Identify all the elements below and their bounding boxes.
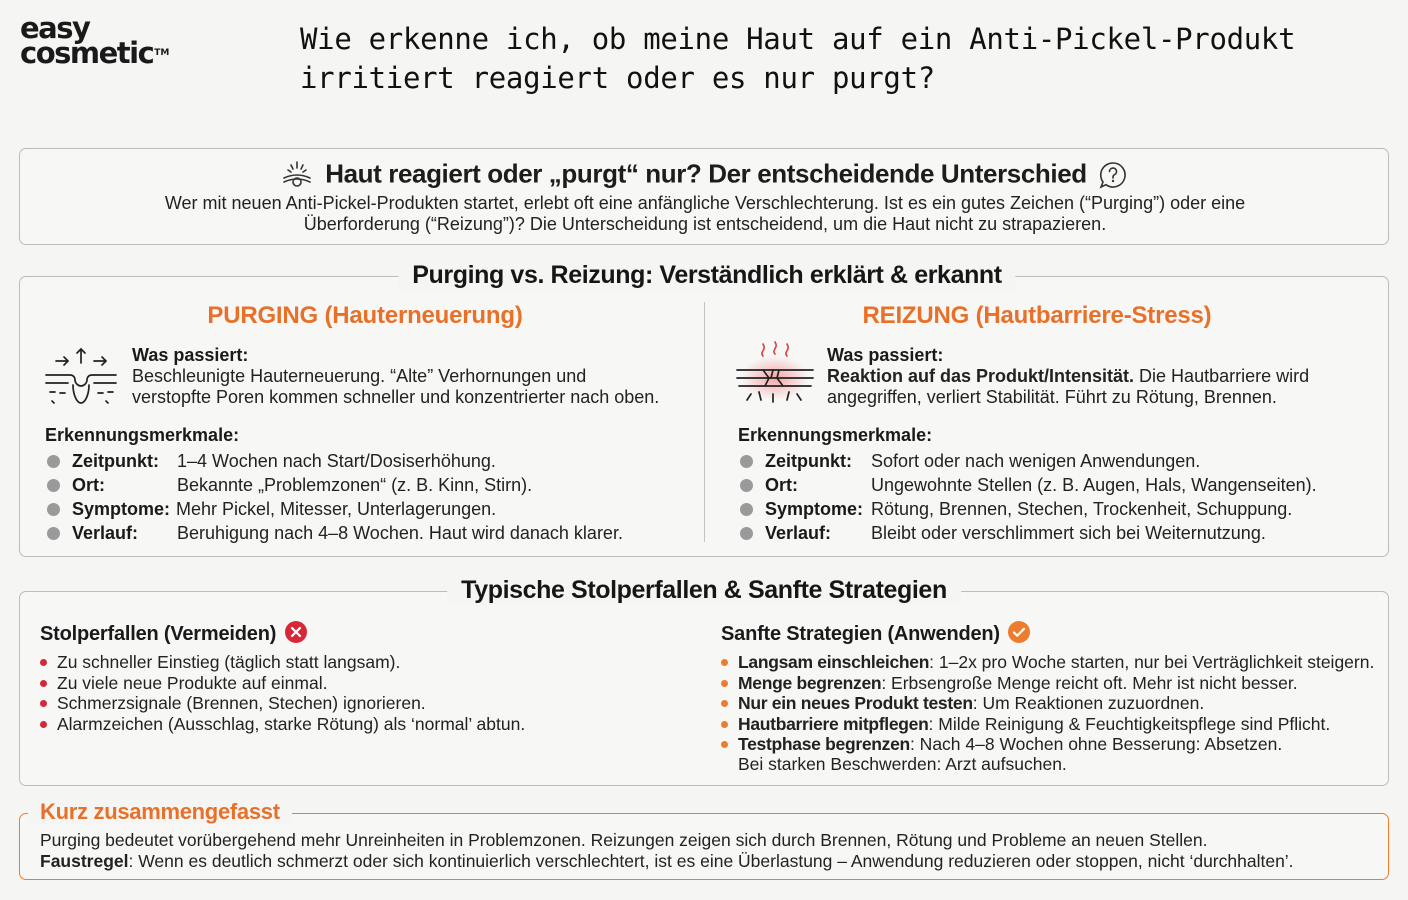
strategy-bold: Hautbarriere mitpflegen [738,713,929,734]
list-item [721,734,1386,755]
comparison-heading: Purging vs. Reizung: Verständlich erklärt & erkannt [398,261,1015,290]
bullet-dot [47,455,60,468]
summary-heading: Kurz zusammengefasst [28,799,292,825]
bullet-dot [740,455,753,468]
list-item [47,497,697,521]
strategy-rest: : Erbsengroße Menge reicht oft. Mehr ist nicht besser. [881,672,1298,693]
reizung-what-label: Was passiert: [827,345,944,365]
list-item [740,497,1385,521]
list-item: Alarmzeichen (Ausschlag, starke Rötung) als ‘normal’ abtun. [40,714,680,735]
logo-word: cosmetic [20,36,154,70]
page-title-line-1: Wie erkenne ich, ob meine Haut auf ein Anti-Pickel-Produkt [300,22,1296,56]
purging-title: PURGING (Hauterneuerung) [207,302,523,329]
irritated-skin-icon [733,336,817,415]
pore-renewal-icon [42,345,120,416]
strategy-bold: Testphase begrenzen [738,734,910,754]
sign-value: Bleibt oder verschlimmert sich bei Weiternutzung. [871,523,1266,543]
sign-key: Verlauf: [765,523,832,543]
sign-value: Mehr Pickel, Mitesser, Unterlagerungen. [176,499,497,519]
purging-what-text [132,366,702,408]
sign-value: Bekannte „Problemzonen“ (z. B. Kinn, Stirn). [177,475,533,495]
pitfalls-title-row [40,620,308,646]
strategy-bold: Menge begrenzen [738,672,882,693]
purging-signs-list [47,449,697,545]
pitfalls-list [40,652,680,734]
reizung-what-bold: Reaktion auf das Produkt/Intensität. [827,366,1135,386]
bullet-dot [47,479,60,492]
list-item [740,449,1385,473]
sign-key: Symptome: [765,499,864,519]
rule-text: : Wenn es deutlich schmerzt oder sich kontinuierlich verschlechtert, ist es eine Überlastung – Anwendung reduzieren oder stoppen, nicht ‘durchhalten’. [128,851,1294,871]
reizung-title: REIZUNG (Hautbarriere-Stress) [862,302,1212,329]
intro-line-1: Wer mit neuen Anti-Pickel-Produkten startet, erlebt oft eine anfängliche Verschlechterung. Ist es ein gutes Zeichen (“Purging”) oder eine [164,193,1246,213]
intro-heading-row [0,157,1408,190]
reizung-what-rest: Die Hautbarriere wird [1134,366,1310,386]
bullet-dot [740,503,753,516]
sign-key: Verlauf: [72,523,139,543]
purging-what-line-1: Beschleunigte Hauterneuerung. “Alte” Verhornungen und [132,366,587,386]
pitfalls-heading: Typische Stolperfallen & Sanfte Strategien [447,576,961,605]
strategies-list [721,652,1386,755]
question-bubble-icon [1094,158,1128,188]
reizung-signs-list [740,449,1385,545]
sign-key: Zeitpunkt: [765,451,852,471]
list-item: Zu schneller Einstieg (täglich statt langsam). [40,652,680,673]
list-item [721,714,1386,735]
bullet-dot [47,503,60,516]
list-item [47,449,697,473]
logo-trademark: TM [154,48,170,58]
intro-line-2: Überforderung (“Reizung”)? Die Unterscheidung ist entscheidend, um die Haut nicht zu strapazieren. [303,214,1107,234]
intro-text [60,193,1350,235]
list-item [740,521,1385,545]
bullet-dot [47,527,60,540]
list-item [47,521,697,545]
list-item [47,473,697,497]
reizung-what-text [827,366,1387,408]
sign-key: Ort: [765,475,798,495]
strategies-extra: Bei starken Beschwerden: Arzt aufsuchen. [738,754,1067,774]
strategies-title-row [721,620,1031,646]
x-circle-icon [282,623,308,645]
sign-key: Symptome: [72,499,171,519]
list-item [740,473,1385,497]
pitfalls-title: Stolperfallen (Vermeiden) [40,623,277,645]
page-title [300,20,1380,98]
summary-line-1: Purging bedeutet vorübergehend mehr Unreinheiten in Problemzonen. Reizungen zeigen sich durch Brennen, Rötung und Probleme an neuen Stellen. [40,830,1208,850]
list-item [721,693,1386,714]
strategy-rest: : 1–2x pro Woche starten, nur bei Verträglichkeit steigern. [929,652,1375,672]
logo-line-1: easy [20,11,90,45]
purging-what-line-2: verstopfte Poren kommen schneller und konzentrierter nach oben. [132,387,660,407]
bullet-dot [740,527,753,540]
strategy-bold: Nur ein neues Produkt testen [738,693,973,713]
summary-line-2 [40,851,1380,872]
strategy-rest: : Nach 4–8 Wochen ohne Besserung: Absetzen. [909,734,1283,754]
strategy-bold: Langsam einschleichen [738,652,930,672]
column-divider [704,302,705,542]
list-item: Schmerzsignale (Brennen, Stechen) ignorieren. [40,693,680,714]
sign-value: Sofort oder nach wenigen Anwendungen. [871,451,1201,471]
strategies-title: Sanfte Strategien (Anwenden) [721,623,1000,645]
sign-key: Ort: [72,475,105,495]
list-item: Zu viele neue Produkte auf einmal. [40,673,680,694]
list-item [721,652,1386,673]
strategy-rest: : Um Reaktionen zuzuordnen. [972,693,1205,713]
sparkle-skin-icon [280,158,325,188]
purging-what-label: Was passiert: [132,345,249,365]
list-item [721,673,1386,694]
reizung-what-line-1 [827,366,1387,387]
rule-label: Faustregel [40,851,129,871]
brand-logo [20,11,190,76]
reizung-signs-label: Erkennungsmerkmale: [738,425,933,445]
sign-key: Zeitpunkt: [72,451,159,471]
check-circle-icon [1005,623,1031,645]
sign-value: Ungewohnte Stellen (z. B. Augen, Hals, Wangenseiten). [871,475,1317,495]
page-title-line-2: irritiert reagiert oder es nur purgt? [300,61,935,95]
intro-heading: Haut reagiert oder „purgt“ nur? Der entscheidende Unterschied [325,158,1087,189]
purging-signs-label: Erkennungsmerkmale: [45,425,240,445]
reizung-what-line-2: angegriffen, verliert Stabilität. Führt zu Rötung, Brennen. [827,387,1277,407]
logo-line-2 [20,36,190,70]
summary-text [40,830,1380,872]
bullet-dot [740,479,753,492]
sign-value: Beruhigung nach 4–8 Wochen. Haut wird danach klarer. [177,523,623,543]
strategy-rest: : Milde Reinigung & Feuchtigkeitspflege sind Pflicht. [928,713,1331,734]
sign-value: 1–4 Wochen nach Start/Dosiserhöhung. [177,451,496,471]
sign-value: Rötung, Brennen, Stechen, Trockenheit, Schuppung. [871,499,1293,519]
